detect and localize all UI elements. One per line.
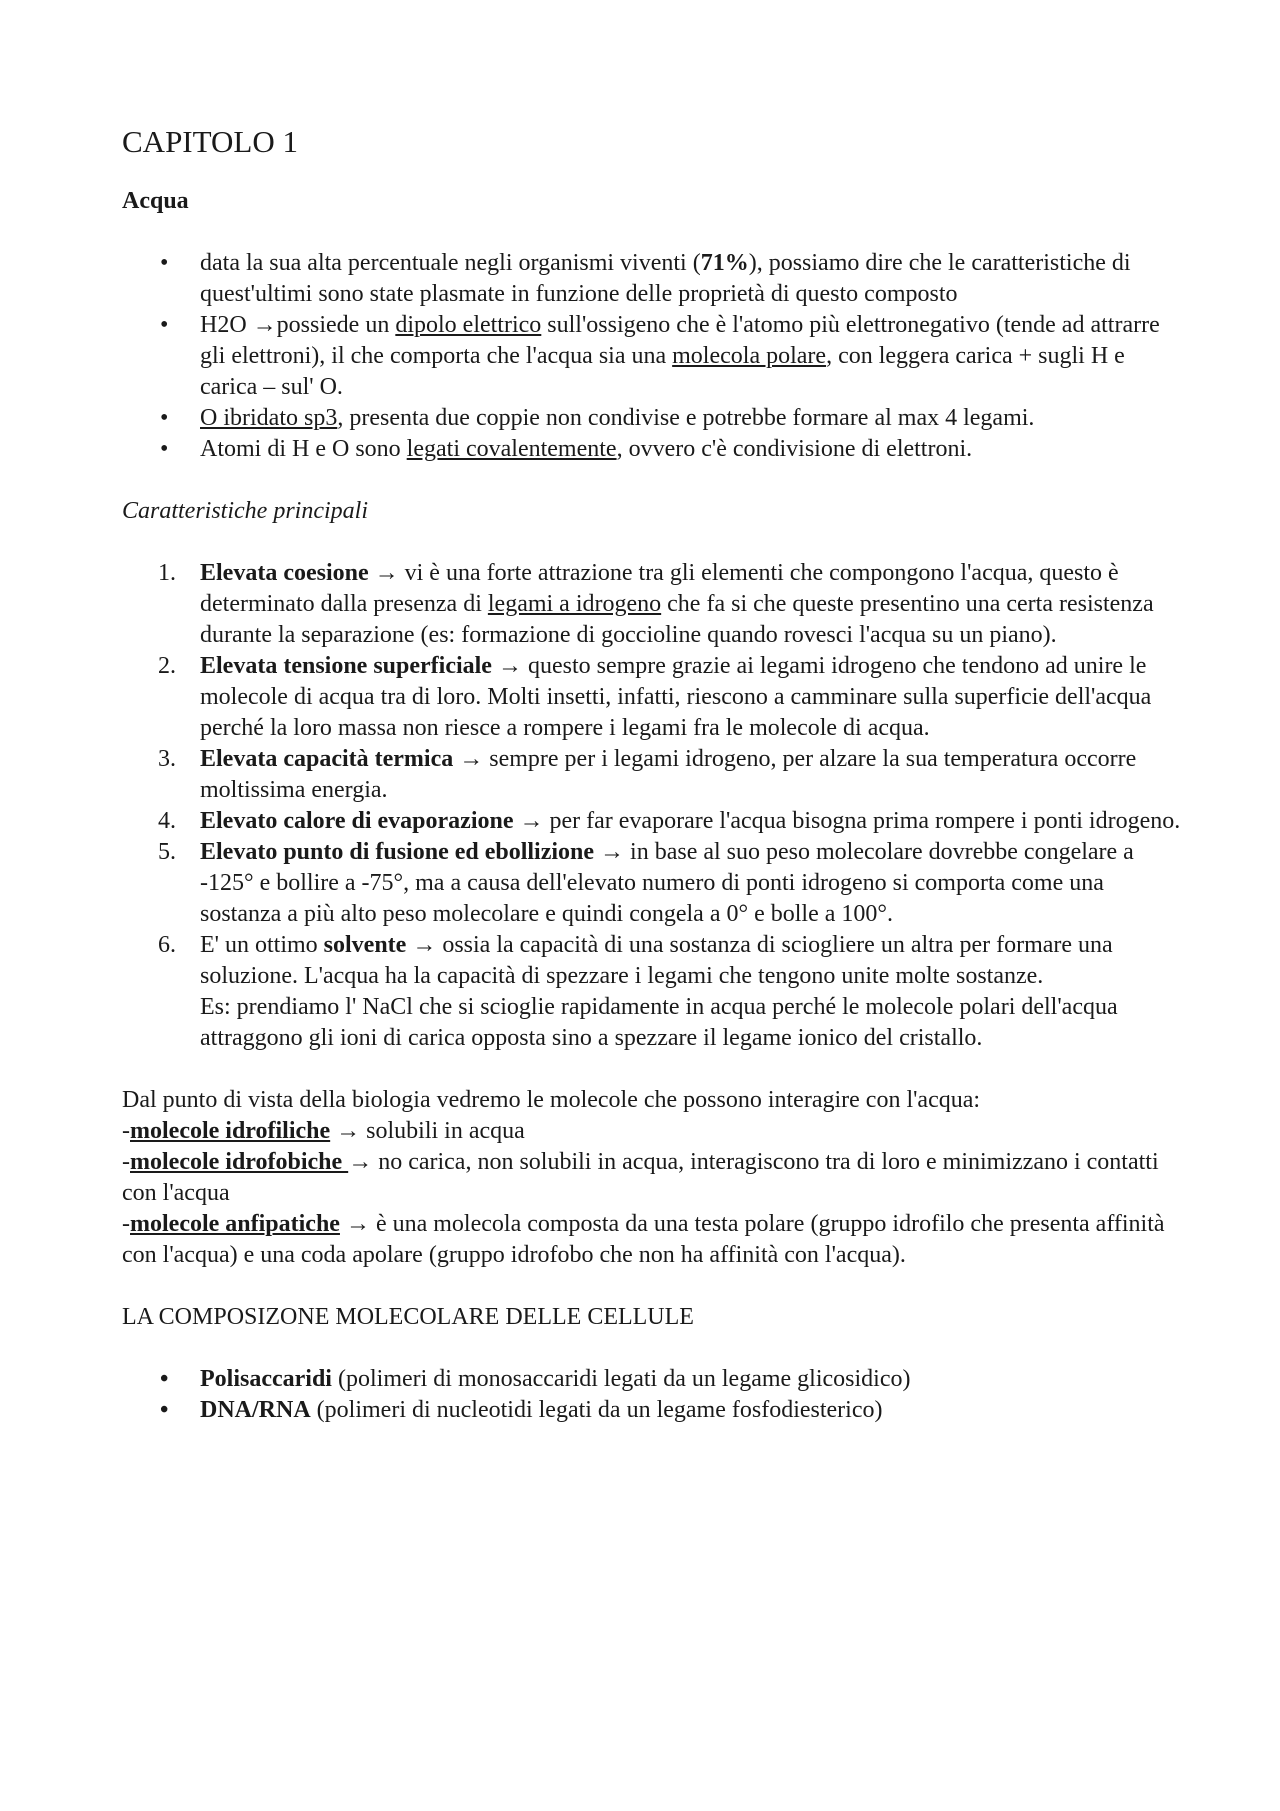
- text-run: → solubili in acqua: [330, 1118, 525, 1144]
- section-heading-caratteristiche: Caratteristiche principali: [122, 498, 368, 524]
- bold-term: Elevata capacità termica: [200, 746, 454, 772]
- caratteristiche-numbered-list: [122, 558, 1182, 1054]
- text-run: , ovvero c'è condivisione di elettroni.: [616, 436, 973, 462]
- section-heading-composizione: LA COMPOSIZONE MOLECOLARE DELLE CELLULE: [122, 1304, 694, 1330]
- bold-term: Elevata tensione superficiale: [200, 653, 492, 679]
- document-content: [122, 124, 1182, 1457]
- text-run: sull'ossigeno che è l'atomo più elettronegativo (tende ad attrarre gli elettroni), il che comporta che l'acqua sia una: [200, 312, 1160, 369]
- bullet-marker: •: [160, 1397, 169, 1423]
- text-run: → no carica, non solubili in acqua, interagiscono tra di loro e minimizzano i contatti con l'acqua: [122, 1149, 1159, 1206]
- list-item: [122, 310, 1182, 403]
- text-run: -: [122, 1211, 130, 1237]
- bullet-marker: •: [160, 405, 169, 431]
- underlined-term: molecole idrofobiche: [130, 1149, 349, 1175]
- list-item: [122, 651, 1182, 744]
- list-number: 4.: [158, 808, 176, 834]
- list-item: [122, 248, 1182, 310]
- list-item: [122, 434, 1182, 465]
- bold-term: 71%: [700, 250, 749, 276]
- bold-term: solvente: [323, 932, 407, 958]
- underlined-term: molecola polare: [672, 343, 827, 369]
- list-item: [122, 930, 1182, 1054]
- underlined-term: legati covalentemente: [406, 436, 617, 462]
- list-number: 2.: [158, 653, 176, 679]
- list-item: [122, 403, 1182, 434]
- text-run: -: [122, 1118, 130, 1144]
- underlined-term: legami a idrogeno: [487, 591, 662, 617]
- text-run: → è una molecola composta da una testa polare (gruppo idrofilo che presenta affinità con l'acqua) e una coda apolare (gruppo idrofobo che non ha affinità con l'acqua).: [122, 1211, 1165, 1268]
- list-item: [122, 1395, 1182, 1426]
- text-run: (polimeri di monosaccaridi legati da un legame glicosidico): [331, 1366, 911, 1392]
- bullet-marker: •: [160, 436, 169, 462]
- list-number: 6.: [158, 932, 176, 958]
- molecules-paragraph: [122, 1085, 1182, 1271]
- chapter-title: CAPITOLO 1: [122, 124, 298, 159]
- list-item: [122, 744, 1182, 806]
- bullet-marker: •: [160, 312, 169, 338]
- text-run: → in base al suo peso molecolare dovrebbe congelare a -125° e bollire a -75°, ma a causa dell'elevato numero di ponti idrogeno si comporta come una sostanza a più alto peso molecolare e quindi congela a 0° e bolle a 100°.: [200, 839, 1134, 927]
- text-run: H2O →possiede un: [200, 312, 396, 338]
- underlined-term: O ibridato sp3: [200, 405, 338, 431]
- list-item: [122, 1364, 1182, 1395]
- text-run: → questo sempre grazie ai legami idrogeno che tendono ad unire le molecole di acqua tra di loro. Molti insetti, infatti, riescono a camminare sulla superficie dell'acqua perché la loro massa non riesce a rompere i legami fra le molecole di acqua.: [200, 653, 1152, 741]
- bold-term: Elevata coesione: [200, 560, 369, 586]
- list-item: [122, 837, 1182, 930]
- list-number: 1.: [158, 560, 176, 586]
- list-number: 5.: [158, 839, 176, 865]
- text-run: -: [122, 1149, 130, 1175]
- text-run: Dal punto di vista della biologia vedremo le molecole che possono interagire con l'acqua:: [122, 1087, 981, 1113]
- list-item: [122, 558, 1182, 651]
- text-run: E' un ottimo: [200, 932, 324, 958]
- underlined-term: molecole idrofiliche: [130, 1118, 331, 1144]
- list-number: 3.: [158, 746, 176, 772]
- bold-term: Polisaccaridi: [200, 1366, 332, 1392]
- text-run: → sempre per i legami idrogeno, per alzare la sua temperatura occorre moltissima energia.: [200, 746, 1137, 803]
- bullet-marker: •: [160, 250, 169, 276]
- text-run: Es: prendiamo l' NaCl che si scioglie rapidamente in acqua perché le molecole polari dell'acqua attraggono gli ioni di carica opposta sino a spezzare il legame ionico del cristallo.: [200, 994, 1118, 1051]
- text-run: ), possiamo dire che le caratteristiche di quest'ultimi sono state plasmate in funzione delle proprietà di questo composto: [200, 250, 1131, 307]
- text-run: → vi è una forte attrazione tra gli elementi che compongono l'acqua, questo è determinato dalla presenza di: [200, 560, 1119, 617]
- text-run: data la sua alta percentuale negli organismi viventi (: [200, 250, 701, 276]
- text-run: (polimeri di nucleotidi legati da un legame fosfodiesterico): [310, 1397, 883, 1423]
- composizione-bullet-list: [122, 1364, 1182, 1426]
- text-run: → ossia la capacità di una sostanza di sciogliere un altra per formare una soluzione. L'acqua ha la capacità di spezzare i legami che tengono unite molte sostanze.: [200, 932, 1113, 989]
- bold-term: DNA/RNA: [200, 1397, 311, 1423]
- bold-term: Elevato calore di evaporazione: [200, 808, 514, 834]
- section-heading-acqua: Acqua: [122, 188, 189, 214]
- text-run: → per far evaporare l'acqua bisogna prima rompere i ponti idrogeno.: [513, 808, 1181, 834]
- text-run: che fa si che queste presentino una certa resistenza durante la separazione (es: formazione di goccioline quando rovesci l'acqua su un piano).: [200, 591, 1154, 648]
- bold-term: Elevato punto di fusione ed ebollizione: [200, 839, 595, 865]
- underlined-term: molecole anfipatiche: [130, 1211, 340, 1237]
- text-run: , con leggera carica + sugli H e carica – sul' O.: [200, 343, 1125, 400]
- underlined-term: dipolo elettrico: [395, 312, 542, 338]
- acqua-bullet-list: [122, 248, 1182, 465]
- text-run: Atomi di H e O sono: [200, 436, 407, 462]
- text-run: , presenta due coppie non condivise e potrebbe formare al max 4 legami.: [337, 405, 1035, 431]
- bullet-marker: •: [160, 1366, 169, 1392]
- list-item: [122, 806, 1182, 837]
